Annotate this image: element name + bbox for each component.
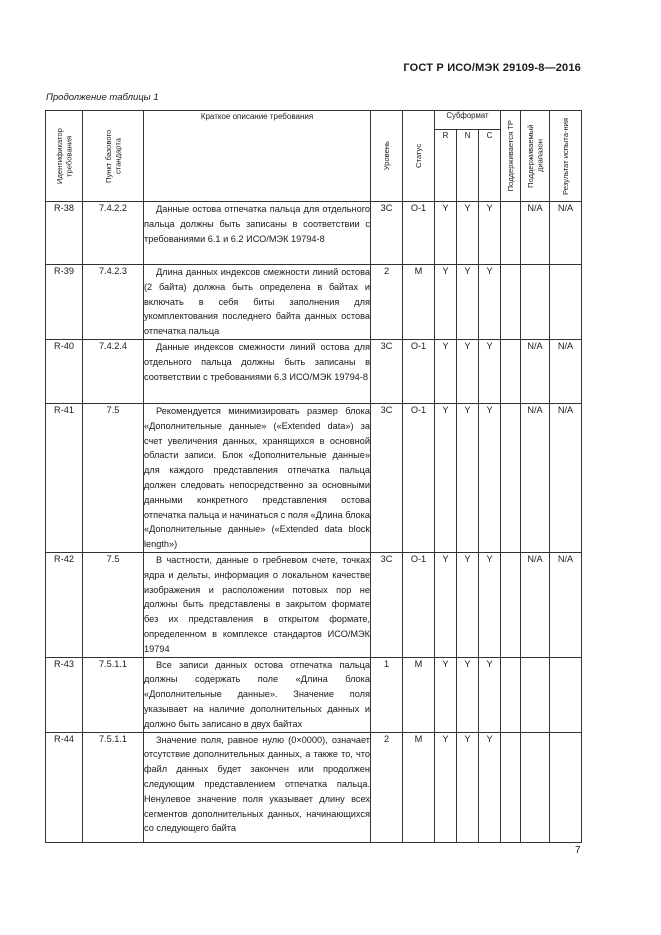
cell-supported-range: N/A: [521, 552, 550, 657]
cell-level: 3C: [371, 403, 403, 552]
cell-clause: 7.4.2.4: [83, 339, 144, 403]
cell-sub-r: Y: [435, 265, 457, 340]
cell-description: Рекомендуется минимизировать размер блока «Дополнительные данные» («Extended data») за счет увеличения данных, хранящихся в основной области записи. Блок «Дополнительные данные» для каждого представления отпечатка пальца должен следовать непосредственно за основными данными конкретного представления остова отпечатка пальца и начинаться с поля «Длина блока «Дополнительные данные» («Extended data block length»): [144, 403, 371, 552]
cell-id: R-44: [46, 732, 83, 842]
cell-clause: 7.4.2.2: [83, 202, 144, 265]
header-subformat: Субформат: [435, 111, 501, 130]
cell-level: 1: [371, 657, 403, 732]
cell-test-result: [550, 732, 582, 842]
cell-sub-n: Y: [457, 732, 479, 842]
cell-description: Значение поля, равное нулю (0×0000), означает отсутствие дополнительных данных, а также то, что файл данных будет закончен или продолжен следующим представлением отпечатка пальца. Ненулевое значение поля указывает длину всех сегментов дополнительных данных, начинающихся со следующего байта: [144, 732, 371, 842]
cell-level: 3C: [371, 202, 403, 265]
cell-status: O-1: [403, 339, 435, 403]
cell-sub-r: Y: [435, 403, 457, 552]
header-description: Краткое описание требования: [144, 111, 371, 202]
cell-id: R-41: [46, 403, 83, 552]
cell-supported-range: N/A: [521, 202, 550, 265]
table-caption: Продолжение таблицы 1: [46, 92, 159, 103]
table-row: [46, 202, 582, 265]
cell-sub-r: Y: [435, 552, 457, 657]
cell-level: 2: [371, 265, 403, 340]
page-number: 7: [575, 845, 581, 856]
cell-description: Данные остова отпечатка пальца для отдельного пальца должны быть записаны в соответствии с требованиями 6.1 и 6.2 ИСО/МЭК 19794-8: [144, 202, 371, 265]
header-sub-c: C: [479, 130, 501, 202]
cell-sub-c: Y: [479, 403, 501, 552]
cell-clause: 7.5: [83, 403, 144, 552]
cell-sub-r: Y: [435, 732, 457, 842]
header-id: Идентификатор требования: [46, 111, 83, 202]
cell-clause: 7.5: [83, 552, 144, 657]
cell-test-result: [550, 265, 582, 340]
header-status: Статус: [403, 111, 435, 202]
cell-supported-range: [521, 657, 550, 732]
cell-status: O-1: [403, 552, 435, 657]
cell-sub-n: Y: [457, 657, 479, 732]
cell-sub-r: Y: [435, 202, 457, 265]
table-row: [46, 403, 582, 552]
cell-test-result: N/A: [550, 552, 582, 657]
cell-supported-range: [521, 732, 550, 842]
cell-status: M: [403, 265, 435, 340]
cell-id: R-38: [46, 202, 83, 265]
cell-test-result: N/A: [550, 202, 582, 265]
header-sub-n: N: [457, 130, 479, 202]
cell-sub-c: Y: [479, 657, 501, 732]
cell-id: R-43: [46, 657, 83, 732]
cell-supported-range: N/A: [521, 339, 550, 403]
cell-sub-c: Y: [479, 732, 501, 842]
cell-sub-n: Y: [457, 265, 479, 340]
requirements-table: [45, 110, 582, 843]
cell-sub-c: Y: [479, 552, 501, 657]
cell-supported-tp: [501, 202, 521, 265]
header-level: Уровень: [371, 111, 403, 202]
cell-sub-n: Y: [457, 552, 479, 657]
cell-clause: 7.5.1.1: [83, 732, 144, 842]
cell-supported-tp: [501, 265, 521, 340]
cell-description: В частности, данные о гребневом счете, точках ядра и дельты, информация о локальном качестве изображения и расположении потовых пор не должны быть представлены в закрытом формате без их представления в открытом формате, определенном в комплексе стандартов ИСО/МЭК 19794: [144, 552, 371, 657]
cell-sub-n: Y: [457, 339, 479, 403]
cell-sub-r: Y: [435, 339, 457, 403]
table-row: [46, 265, 582, 340]
table-row: [46, 657, 582, 732]
cell-supported-tp: [501, 339, 521, 403]
cell-supported-tp: [501, 732, 521, 842]
header-base-clause: Пункт базового стандарта: [83, 111, 144, 202]
cell-clause: 7.4.2.3: [83, 265, 144, 340]
cell-clause: 7.5.1.1: [83, 657, 144, 732]
header-supported-tp: Поддерживается ТР: [501, 111, 521, 202]
cell-supported-tp: [501, 657, 521, 732]
cell-level: 3C: [371, 552, 403, 657]
cell-status: O-1: [403, 202, 435, 265]
table-row: [46, 732, 582, 842]
cell-test-result: [550, 657, 582, 732]
cell-test-result: N/A: [550, 403, 582, 552]
cell-sub-n: Y: [457, 202, 479, 265]
header-supported-range: Поддерживаемый диапазон: [521, 111, 550, 202]
cell-sub-c: Y: [479, 265, 501, 340]
cell-supported-tp: [501, 403, 521, 552]
table-row: [46, 552, 582, 657]
cell-status: M: [403, 657, 435, 732]
cell-level: 3C: [371, 339, 403, 403]
cell-id: R-42: [46, 552, 83, 657]
header-sub-r: R: [435, 130, 457, 202]
cell-supported-tp: [501, 552, 521, 657]
document-header: ГОСТ Р ИСО/МЭК 29109-8—2016: [403, 62, 581, 74]
cell-description: Длина данных индексов смежности линий остова (2 байта) должна быть определена в байтах и включать в себя биты заполнения для укомплектования последнего байта данных остова отпечатка пальца: [144, 265, 371, 340]
cell-id: R-39: [46, 265, 83, 340]
cell-status: M: [403, 732, 435, 842]
cell-sub-c: Y: [479, 339, 501, 403]
cell-supported-range: [521, 265, 550, 340]
cell-sub-c: Y: [479, 202, 501, 265]
cell-id: R-40: [46, 339, 83, 403]
cell-supported-range: N/A: [521, 403, 550, 552]
cell-sub-r: Y: [435, 657, 457, 732]
cell-description: Все записи данных остова отпечатка пальца должны содержать поле «Длина блока «Дополнительные данные». Значение поля указывает на наличие дополнительных данных и должно быть записано в двух байтах: [144, 657, 371, 732]
cell-status: O-1: [403, 403, 435, 552]
header-test-result: Результат испыта-ния: [550, 111, 582, 202]
cell-level: 2: [371, 732, 403, 842]
table-row: [46, 339, 582, 403]
cell-test-result: N/A: [550, 339, 582, 403]
cell-sub-n: Y: [457, 403, 479, 552]
cell-description: Данные индексов смежности линий остова для отдельного пальца должны быть записаны в соответствии с требованиями 6.3 ИСО/МЭК 19794-8: [144, 339, 371, 403]
